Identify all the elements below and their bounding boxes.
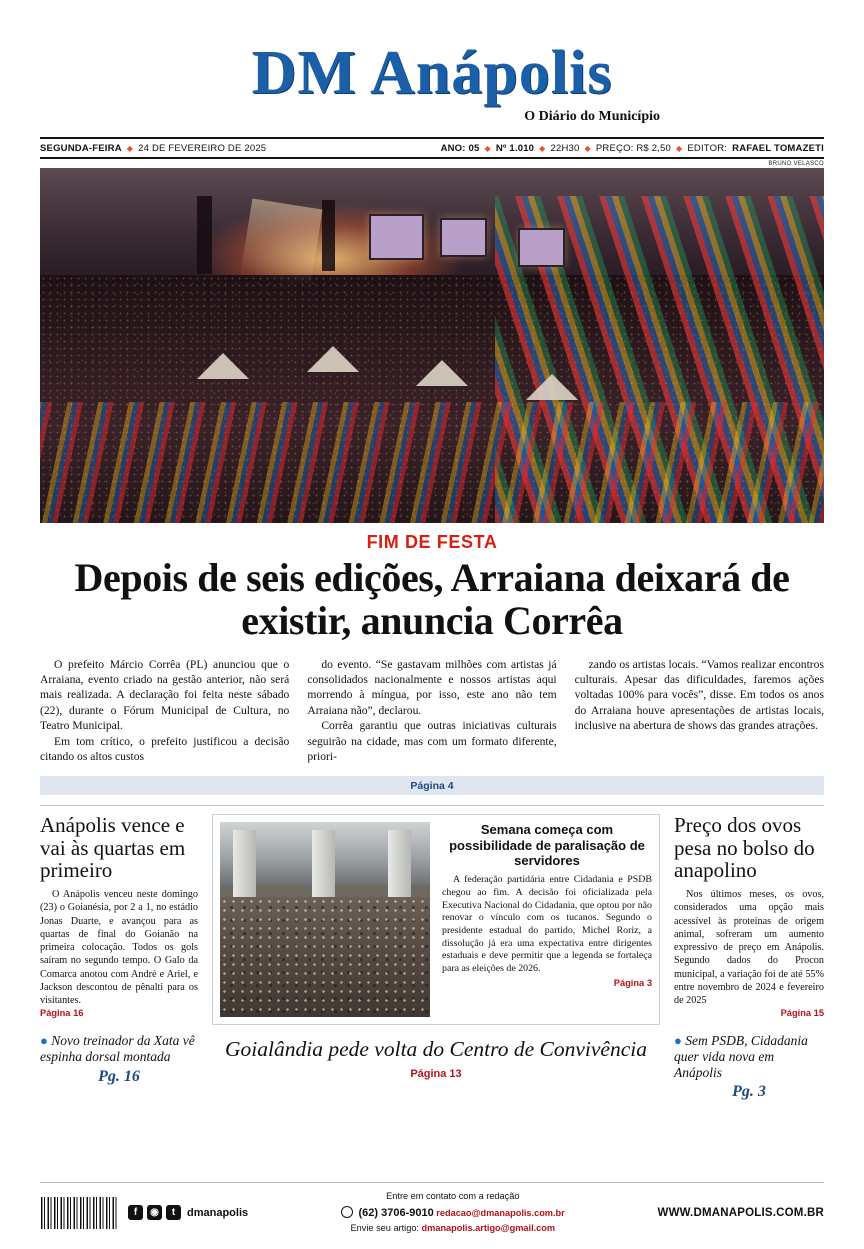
story-right-text: Nos últimos meses, os ovos, considerados uma opção mais acessível às proteínas de origem animal, sofreram um aumento expressivo de preço em Anápolis. Segundo dados do Procon municipal, a variação foi de até 55% entre novembro de 2024 e fevereiro de 2025 [674, 889, 824, 1007]
contact-line: Entre em contato com a redação [386, 1191, 520, 1202]
teaser-left[interactable] [40, 1033, 198, 1087]
teaser-center[interactable] [212, 1037, 660, 1079]
whatsapp-icon [341, 1206, 353, 1218]
story-right [674, 814, 824, 1102]
hero-led-screen [440, 218, 487, 257]
story-center-title: Semana começa com possibilidade de paralisação de servidores [449, 822, 645, 869]
story-right-body [674, 888, 824, 1021]
newspaper-subtitle: O Diário do Município [524, 109, 660, 124]
teaser-center-title: Goialândia pede volta do Centro de Convivência [225, 1037, 647, 1062]
twitter-icon[interactable]: t [166, 1205, 181, 1220]
issue-price: PREÇO: R$ 2,50 [595, 142, 672, 154]
diamond-icon: ◆ [484, 143, 491, 153]
story-center-text-block [442, 822, 652, 1017]
story-center [212, 814, 660, 1102]
story-left [40, 814, 198, 1102]
hero-tent [197, 353, 249, 379]
hero-tent [416, 360, 468, 386]
hero-tent [307, 346, 359, 372]
newspaper-title: DM Anápolis [251, 39, 613, 107]
hero-led-screen [369, 214, 424, 260]
issue-time: 22H30 [550, 142, 580, 154]
story-center-photo [220, 822, 430, 1017]
lead-paragraph: do evento. “Se gastavam milhões com artistas já consolidados nacionalmente e nossos artistas aqui morrendo à míngua, por isso, este ano não tem Arraiana não”, declarou. [307, 657, 557, 717]
issue-number: Nº 1.010 [495, 142, 535, 154]
story-left-page-ref[interactable]: Página 16 [40, 1008, 84, 1019]
contact-email-redacao[interactable]: redacao@dmanapolis.com.br [436, 1207, 565, 1218]
hero-light-tower [197, 196, 213, 274]
issue-year: ANO: 05 [440, 142, 480, 154]
masthead [40, 0, 824, 125]
issue-weekday: SEGUNDA-FEIRA [40, 142, 122, 154]
lead-paragraph: Corrêa garantiu que outras iniciativas culturais seguirão na cidade, mas com um formato diferente, priori- [307, 719, 557, 764]
contact-block [341, 1190, 565, 1235]
hero-light-beam [240, 198, 322, 286]
instagram-icon[interactable]: ◉ [147, 1205, 162, 1220]
teaser-right-page[interactable]: Pg. 3 [732, 1083, 766, 1101]
lead-paragraph: Em tom crítico, o prefeito justificou a decisão citando os altos custos [40, 734, 290, 764]
main-headline: Depois de seis edições, Arraiana deixará de existir, anuncia Corrêa [74, 555, 790, 643]
teaser-right-text: Sem PSDB, Cidadania quer vida nova em Anápolis [674, 1032, 808, 1080]
story-right-title: Preço dos ovos pesa no bolso do anapolino [674, 813, 815, 882]
issue-date: 24 DE FEVEREIRO DE 2025 [138, 142, 267, 154]
barcode [40, 1196, 118, 1230]
contact-email-artigo[interactable]: dmanapolis.artigo@gmail.com [421, 1222, 556, 1233]
hero-led-screen [518, 228, 565, 267]
lead-column-1 [40, 657, 289, 765]
lead-column-2 [307, 657, 556, 765]
teaser-left-text: Novo treinador da Xata vê espinha dorsal montada [40, 1032, 195, 1064]
diamond-icon: ◆ [584, 143, 591, 153]
lead-article [40, 657, 824, 765]
diamond-icon: ◆ [676, 143, 683, 153]
teaser-left-page[interactable]: Pg. 16 [98, 1067, 140, 1085]
hero-tent [526, 374, 578, 400]
story-right-page-ref[interactable]: Página 15 [780, 1008, 824, 1019]
teaser-center-page[interactable]: Página 13 [410, 1067, 462, 1080]
story-left-title: Anápolis vence e vai às quartas em primeiro [40, 813, 186, 882]
teaser-right[interactable] [674, 1033, 824, 1103]
social-links[interactable] [128, 1205, 181, 1220]
photo-credit: BRUNO VELASCO [768, 161, 824, 167]
editor-label: EDITOR: [687, 142, 728, 154]
website-url[interactable]: WWW.DMANAPOLIS.COM.BR [657, 1206, 824, 1219]
story-center-block [212, 814, 660, 1025]
lead-paragraph: O prefeito Márcio Corrêa (PL) anunciou que o Arraiana, evento criado na gestão anterior, não será mais realizada. A declaração foi feita neste sábado (22), durante o Fórum Municipal de Cultura, no Teatro Municipal. [40, 657, 290, 733]
contact-phone[interactable]: (62) 3706-9010 [358, 1206, 434, 1219]
issue-info-bar [40, 137, 824, 159]
send-article-label: Envie seu artigo: [350, 1222, 419, 1233]
lead-page-reference[interactable]: Página 4 [40, 776, 824, 795]
bullet-icon: ● [674, 1032, 682, 1048]
story-center-page-ref[interactable]: Página 3 [613, 977, 652, 988]
diamond-icon: ◆ [126, 143, 134, 153]
footer [40, 1182, 824, 1235]
photo-crowd [220, 897, 430, 1018]
story-left-body [40, 888, 198, 1021]
hero-light-tower [322, 200, 335, 271]
secondary-stories [40, 805, 824, 1102]
editor-name: RAFAEL TOMAZETI [732, 142, 824, 154]
headline-kicker: FIM DE FESTA [366, 532, 498, 552]
bullet-icon: ● [40, 1032, 48, 1048]
story-center-text: A federação partidária entre Cidadania e PSDB chegou ao fim. A decisão foi oficializada pela Executiva Nacional do Cidadania, que optou por não renovar o vínculo com os tucanos. Segundo o presidente estadual do partido, Michel Roriz, a dissolução já era uma expectativa entre dirigentes estaduais e deve permitir que a legenda se fortaleça para as eleições de 2026. [442, 874, 652, 975]
lead-paragraph: zando os artistas locais. “Vamos realizar encontros culturais. Apesar das dificuldades, faremos ações voltadas 100% para vocês”, disse. Em todos os anos do Arraiana houve apresentações de artistas locais, inclusive na abertura de shows das grandes atrações. [574, 657, 824, 733]
story-left-text: O Anápolis venceu neste domingo (23) o Goianésia, por 2 a 1, no estádio Jonas Duarte, e avançou para as quartas de final do Goianão na primeira colocação. Todos os gols saíram no segundo tempo. O Galo da Comarca anotou com André e Ariel, e Jackson descontou de pênalti para os visitantes. [40, 889, 198, 1007]
lead-column-3 [575, 657, 824, 765]
hero-photo [40, 168, 824, 523]
story-center-body [442, 874, 652, 990]
facebook-icon[interactable]: f [128, 1205, 143, 1220]
social-handle: dmanapolis [187, 1206, 249, 1219]
hero-ribbons-bottom [40, 402, 824, 523]
diamond-icon: ◆ [539, 143, 546, 153]
